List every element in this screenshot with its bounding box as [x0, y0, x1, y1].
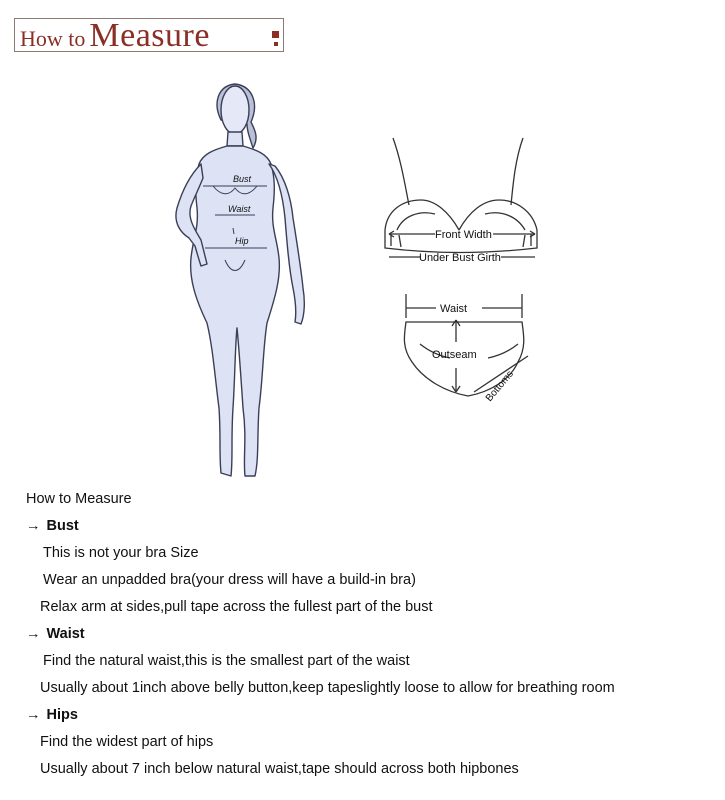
- waist-heading: [26, 626, 85, 642]
- arrow-right-icon: →: [26, 626, 41, 642]
- waist-line-1: Find the natural waist,this is the smallest part of the waist: [43, 653, 410, 669]
- arrow-right-icon: →: [26, 707, 41, 723]
- body-figure-illustration: [155, 78, 315, 483]
- title-dot-decoration: [272, 31, 279, 38]
- title-dot-decoration-small: [274, 42, 278, 46]
- bottoms-label-outseam: Outseam: [432, 349, 477, 361]
- bust-line-2: Wear an unpadded bra(your dress will have a build-in bra): [43, 572, 416, 588]
- bust-line-3: Relax arm at sides,pull tape across the fullest part of the bust: [40, 599, 433, 615]
- hips-heading-label: Hips: [46, 707, 78, 723]
- hips-line-2: Usually about 7 inch below natural waist,tape should across both hipbones: [40, 761, 519, 777]
- arrow-right-icon: →: [26, 518, 41, 534]
- figure-label-bust: Bust: [233, 174, 252, 184]
- bottoms-label-waist: Waist: [440, 303, 468, 315]
- bust-line-1: This is not your bra Size: [43, 545, 199, 561]
- bottoms-label-bottoms: Bottoms: [483, 368, 516, 404]
- bra-diagram: [375, 130, 550, 275]
- page-title: [20, 17, 210, 55]
- waist-heading-label: Waist: [46, 626, 85, 642]
- bra-label-under-bust-girth: Under Bust Girth: [419, 252, 501, 264]
- hips-heading: [26, 707, 78, 723]
- title-small: How to: [20, 26, 86, 51]
- waist-line-2: Usually about 1inch above belly button,keep tapeslightly loose to allow for breathing room: [40, 680, 615, 696]
- bottoms-diagram: [390, 288, 550, 418]
- title-big: Measure: [89, 17, 210, 54]
- hips-line-1: Find the widest part of hips: [40, 734, 214, 750]
- bust-heading-label: Bust: [46, 518, 79, 534]
- guide-title: How to Measure: [26, 491, 132, 507]
- bust-heading: [26, 518, 79, 534]
- bra-label-front-width: Front Width: [435, 229, 492, 241]
- figure-label-hip: Hip: [235, 236, 249, 246]
- figure-label-waist: Waist: [228, 204, 251, 214]
